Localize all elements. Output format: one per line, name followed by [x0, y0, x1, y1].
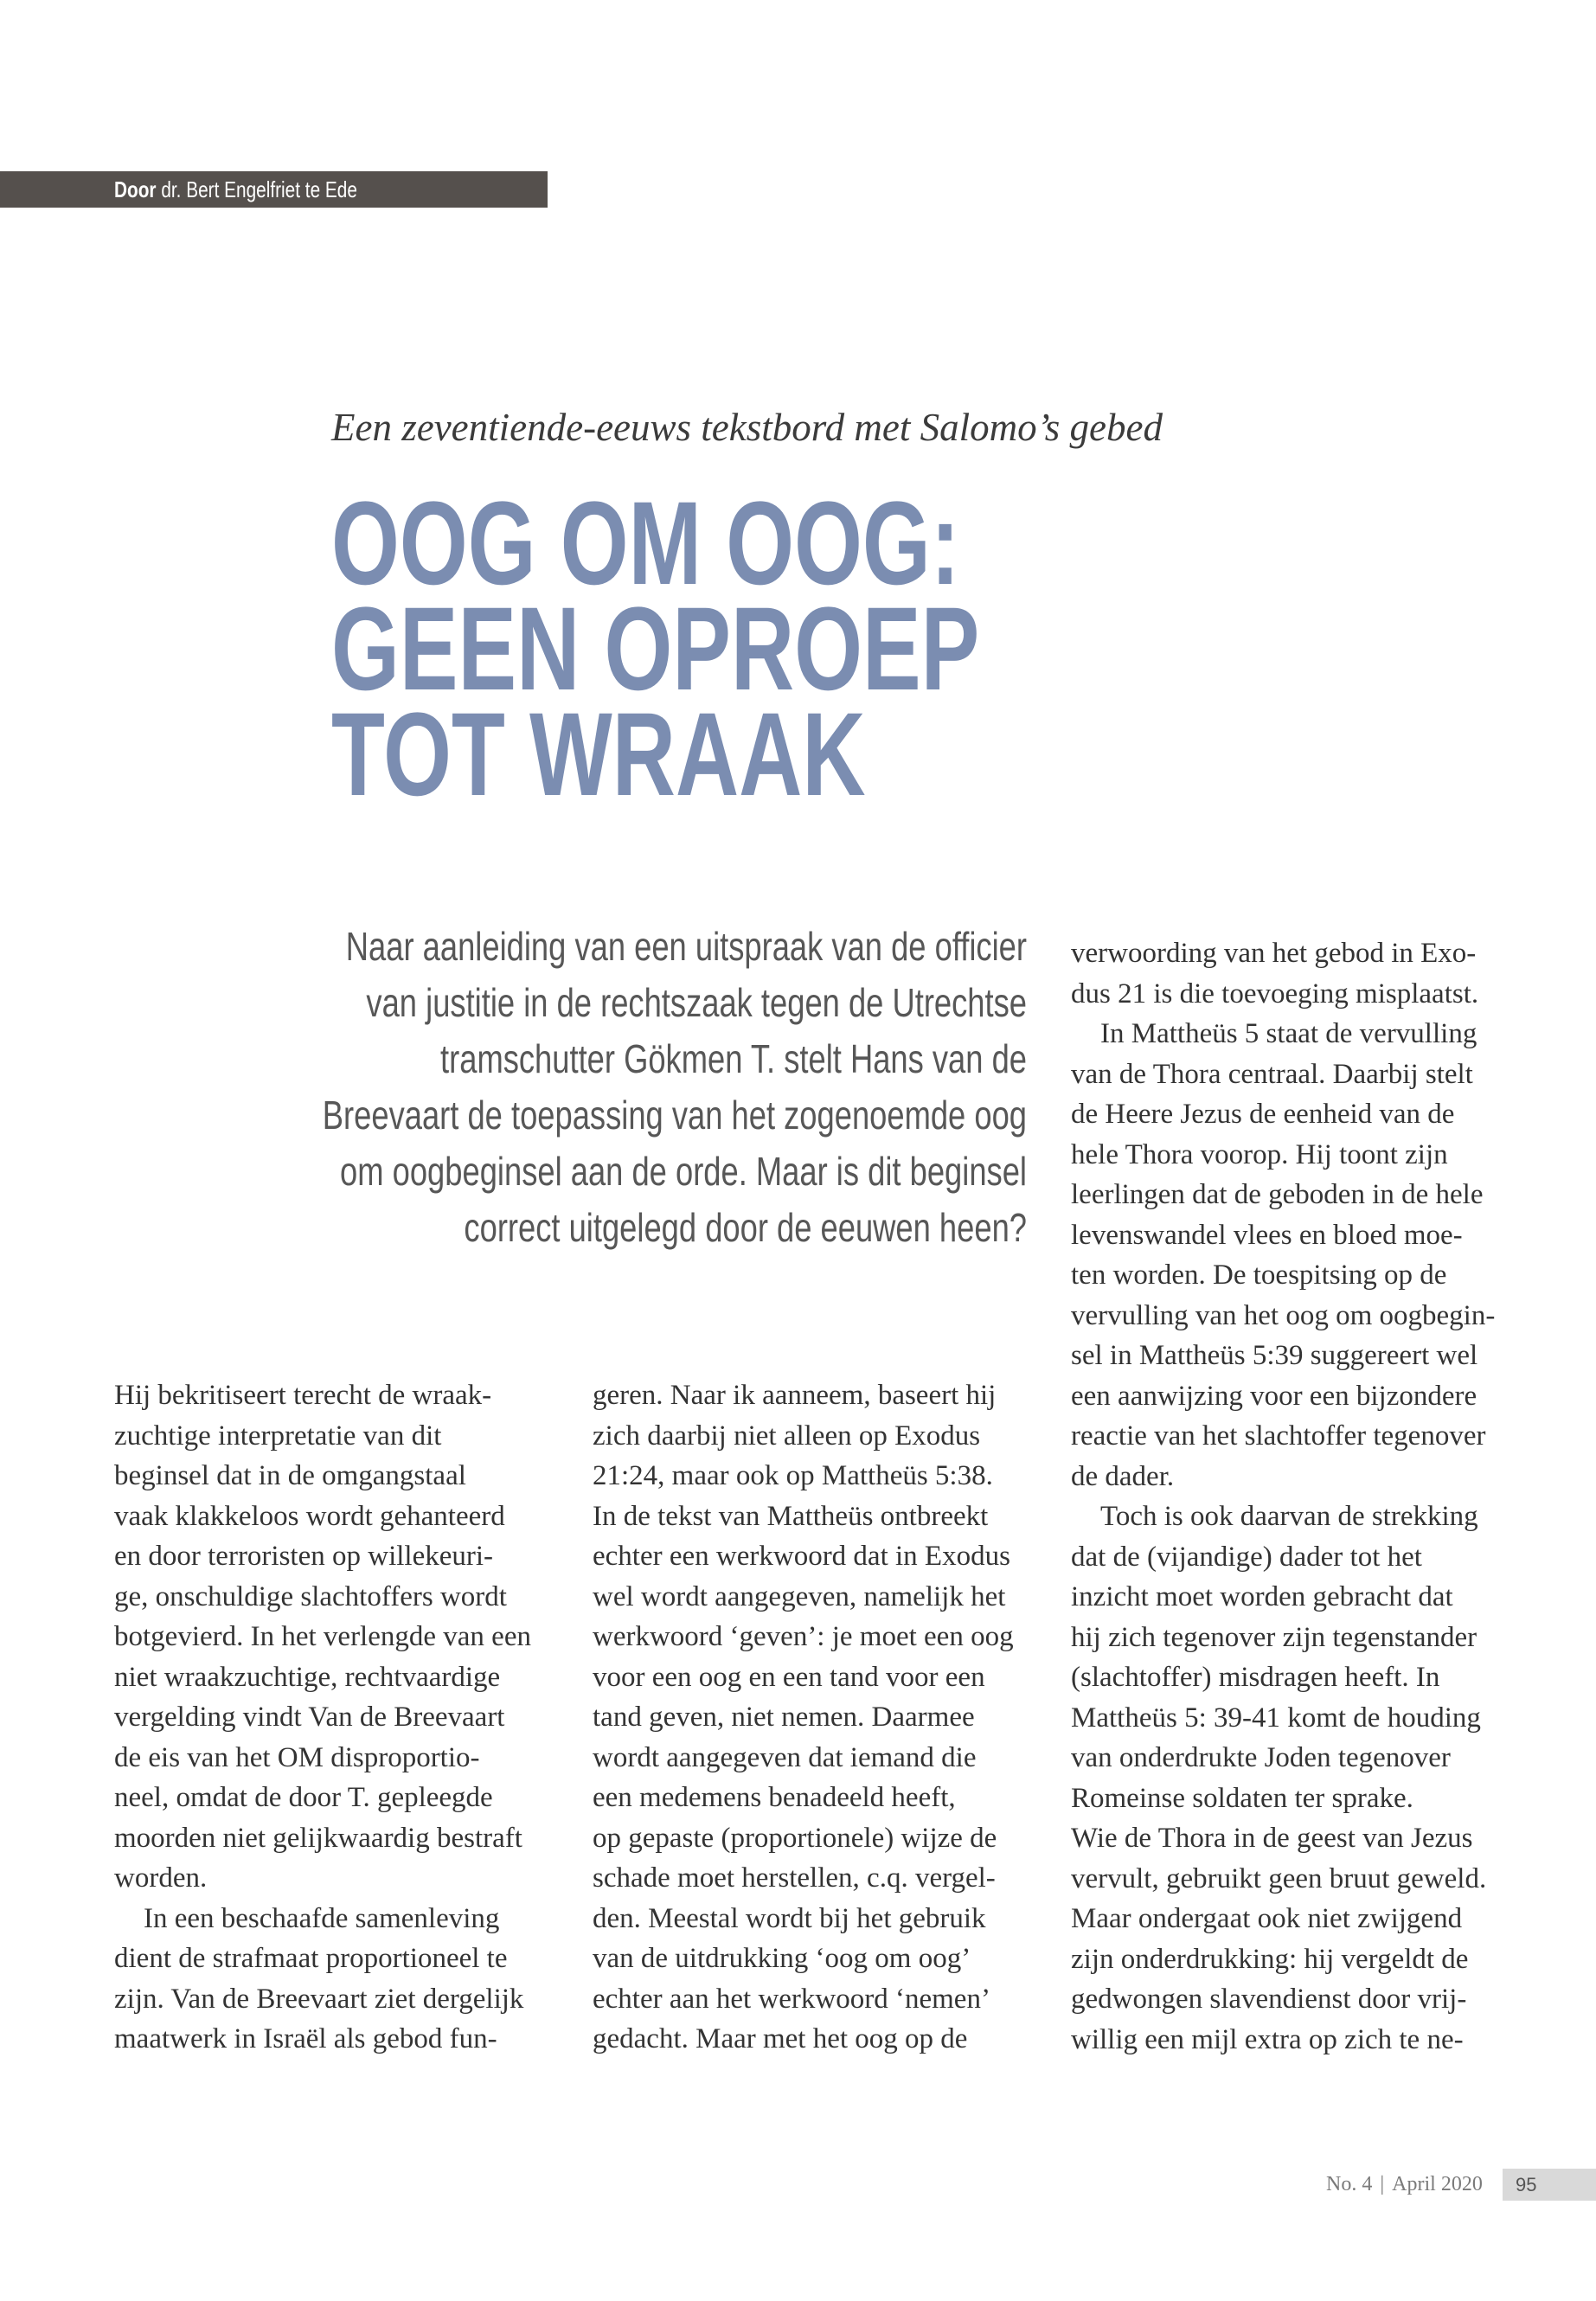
body-line: dus 21 is die toevoeging misplaatst.: [1071, 977, 1479, 1009]
body-line: zich daarbij niet alleen op Exodus: [593, 1420, 981, 1452]
body-line: Mattheüs 5: 39-41 komt de houding: [1071, 1702, 1481, 1734]
body-line: wordt aangegeven dat iemand die: [593, 1741, 977, 1773]
body-line: zijn onderdrukking: hij vergeldt de: [1071, 1943, 1469, 1975]
body-line: willig een mijl extra op zich te ne-: [1071, 2023, 1464, 2055]
title-line: GEEN OPROEP: [331, 583, 980, 715]
body-line: In Mattheüs 5 staat de vervulling: [1100, 1018, 1477, 1049]
body-line: werkwoord ‘geven’: je moet een oog: [593, 1621, 1014, 1652]
kicker: Een zeventiende-eeuws tekstbord met Salomo’s gebed: [331, 406, 1163, 449]
body-line: zuchtige interpretatie van dit: [114, 1420, 442, 1452]
body-line: botgevierd. In het verlengde van een: [114, 1621, 531, 1652]
article-column-2: [593, 1375, 1042, 2060]
body-line: neel, omdat de door T. gepleegde: [114, 1782, 493, 1813]
body-line: dient de strafmaat proportioneel te: [114, 1943, 508, 1974]
body-line: verwoording van het gebod in Exo-: [1071, 938, 1477, 969]
body-line: vaak klakkeloos wordt gehanteerd: [114, 1500, 505, 1532]
body-line: hele Thora voorop. Hij toont zijn: [1071, 1138, 1448, 1170]
body-line: Romeinse soldaten ter sprake.: [1071, 1782, 1413, 1814]
body-line: Wie de Thora in de geest van Jezus: [1071, 1823, 1473, 1854]
byline-author: dr. Bert Engelfriet te Ede: [161, 176, 357, 202]
body-line: gedwongen slavendienst door vrij-: [1071, 1984, 1467, 2015]
lede-line: Breevaart de toepassing van het zogenoemde oog: [322, 1093, 1027, 1138]
body-line: ten worden. De toespitsing op de: [1071, 1259, 1447, 1291]
body-line: dat de (vijandige) dader tot het: [1071, 1541, 1422, 1573]
lede-line: correct uitgelegd door de eeuwen heen?: [464, 1205, 1027, 1250]
body-line: hij zich tegenover zijn tegenstander: [1071, 1621, 1477, 1653]
body-line: inzicht moet worden gebracht dat: [1071, 1581, 1453, 1612]
issue-info: [1326, 2171, 1483, 2197]
body-line: vervulling van het oog om oogbegin-: [1071, 1299, 1496, 1331]
body-line: en door terroristen op willekeuri-: [114, 1541, 494, 1572]
body-line: voor een oog en een tand voor een: [593, 1661, 985, 1693]
body-line: op gepaste (proportionele) wijze de: [593, 1822, 997, 1854]
body-line: van onderdrukte Joden tegenover: [1071, 1742, 1451, 1773]
title-line: TOT WRAAK: [331, 689, 866, 821]
body-line: levenswandel vlees en bloed moe-: [1071, 1219, 1463, 1251]
lede-line: van justitie in de rechtszaak tegen de Utrechtse: [366, 980, 1027, 1025]
lede-line: om oogbeginsel aan de orde. Maar is dit beginsel: [340, 1149, 1027, 1194]
body-line: een medemens benadeeld heeft,: [593, 1782, 956, 1813]
body-line: Hij bekritiseert terecht de wraak-: [114, 1380, 492, 1411]
lede-line: Naar aanleiding van een uitspraak van de officier: [345, 924, 1027, 969]
body-line: sel in Mattheüs 5:39 suggereert wel: [1071, 1340, 1478, 1371]
byline-prefix: Door: [114, 176, 157, 202]
body-line: de Heere Jezus de eenheid van de: [1071, 1099, 1455, 1130]
body-line: de dader.: [1071, 1460, 1175, 1492]
body-line: beginsel dat in de omgangstaal: [114, 1460, 466, 1491]
body-line: de eis van het OM disproportio-: [114, 1741, 480, 1773]
title-line: OOG OM OOG:: [331, 478, 960, 610]
body-line: (slachtoffer) misdragen heeft. In: [1071, 1662, 1440, 1693]
body-line: schade moet herstellen, c.q. vergel-: [593, 1862, 996, 1894]
body-line: moorden niet gelijkwaardig bestraft: [114, 1822, 522, 1854]
issue-date: April 2020: [1392, 2173, 1483, 2195]
body-line: vergelding vindt Van de Breevaart: [114, 1702, 505, 1733]
issue-number: No. 4: [1326, 2173, 1373, 2195]
body-line: worden.: [114, 1862, 208, 1894]
body-line: ge, onschuldige slachtoffers wordt: [114, 1580, 507, 1612]
article-column-3: [1071, 933, 1555, 2060]
body-line: reactie van het slachtoffer tegenover: [1071, 1420, 1486, 1452]
body-line: In een beschaafde samenleving: [144, 1902, 500, 1934]
body-line: Maar ondergaat ook niet zwijgend: [1071, 1903, 1463, 1934]
body-line: wel wordt aangegeven, namelijk het: [593, 1580, 1006, 1612]
page-title: [331, 478, 1283, 821]
body-line: echter aan het werkwoord ‘nemen’: [593, 1983, 990, 2015]
byline-bar: [0, 171, 548, 208]
lede-line: tramschutter Gökmen T. stelt Hans van de: [440, 1036, 1027, 1081]
lede: [72, 919, 1027, 1256]
body-line: een aanwijzing voor een bijzondere: [1071, 1380, 1477, 1412]
page-number: 95: [1516, 2174, 1537, 2195]
page-number-badge: [1503, 2169, 1596, 2201]
body-line: Toch is ook daarvan de strekking: [1100, 1501, 1478, 1532]
body-line: gedacht. Maar met het oog op de: [593, 2023, 968, 2054]
body-line: geren. Naar ik aanneem, baseert hij: [593, 1380, 997, 1411]
body-line: In de tekst van Mattheüs ontbreekt: [593, 1500, 989, 1532]
byline: [114, 171, 357, 208]
footer-separator: |: [1380, 2173, 1385, 2195]
body-line: echter een werkwoord dat in Exodus: [593, 1541, 1010, 1572]
body-line: 21:24, maar ook op Mattheüs 5:38.: [593, 1460, 993, 1491]
body-line: zijn. Van de Breevaart ziet dergelijk: [114, 1983, 524, 2015]
body-line: van de Thora centraal. Daarbij stelt: [1071, 1058, 1473, 1090]
body-line: den. Meestal wordt bij het gebruik: [593, 1902, 986, 1934]
body-line: tand geven, niet nemen. Daarmee: [593, 1702, 975, 1733]
body-line: van de uitdrukking ‘oog om oog’: [593, 1943, 971, 1974]
body-line: leerlingen dat de geboden in de hele: [1071, 1179, 1484, 1210]
body-line: vervult, gebruikt geen bruut geweld.: [1071, 1862, 1487, 1894]
body-line: maatwerk in Israël als gebod fun-: [114, 2023, 497, 2054]
article-column-1: [114, 1375, 564, 2060]
body-line: niet wraakzuchtige, rechtvaardige: [114, 1661, 501, 1693]
